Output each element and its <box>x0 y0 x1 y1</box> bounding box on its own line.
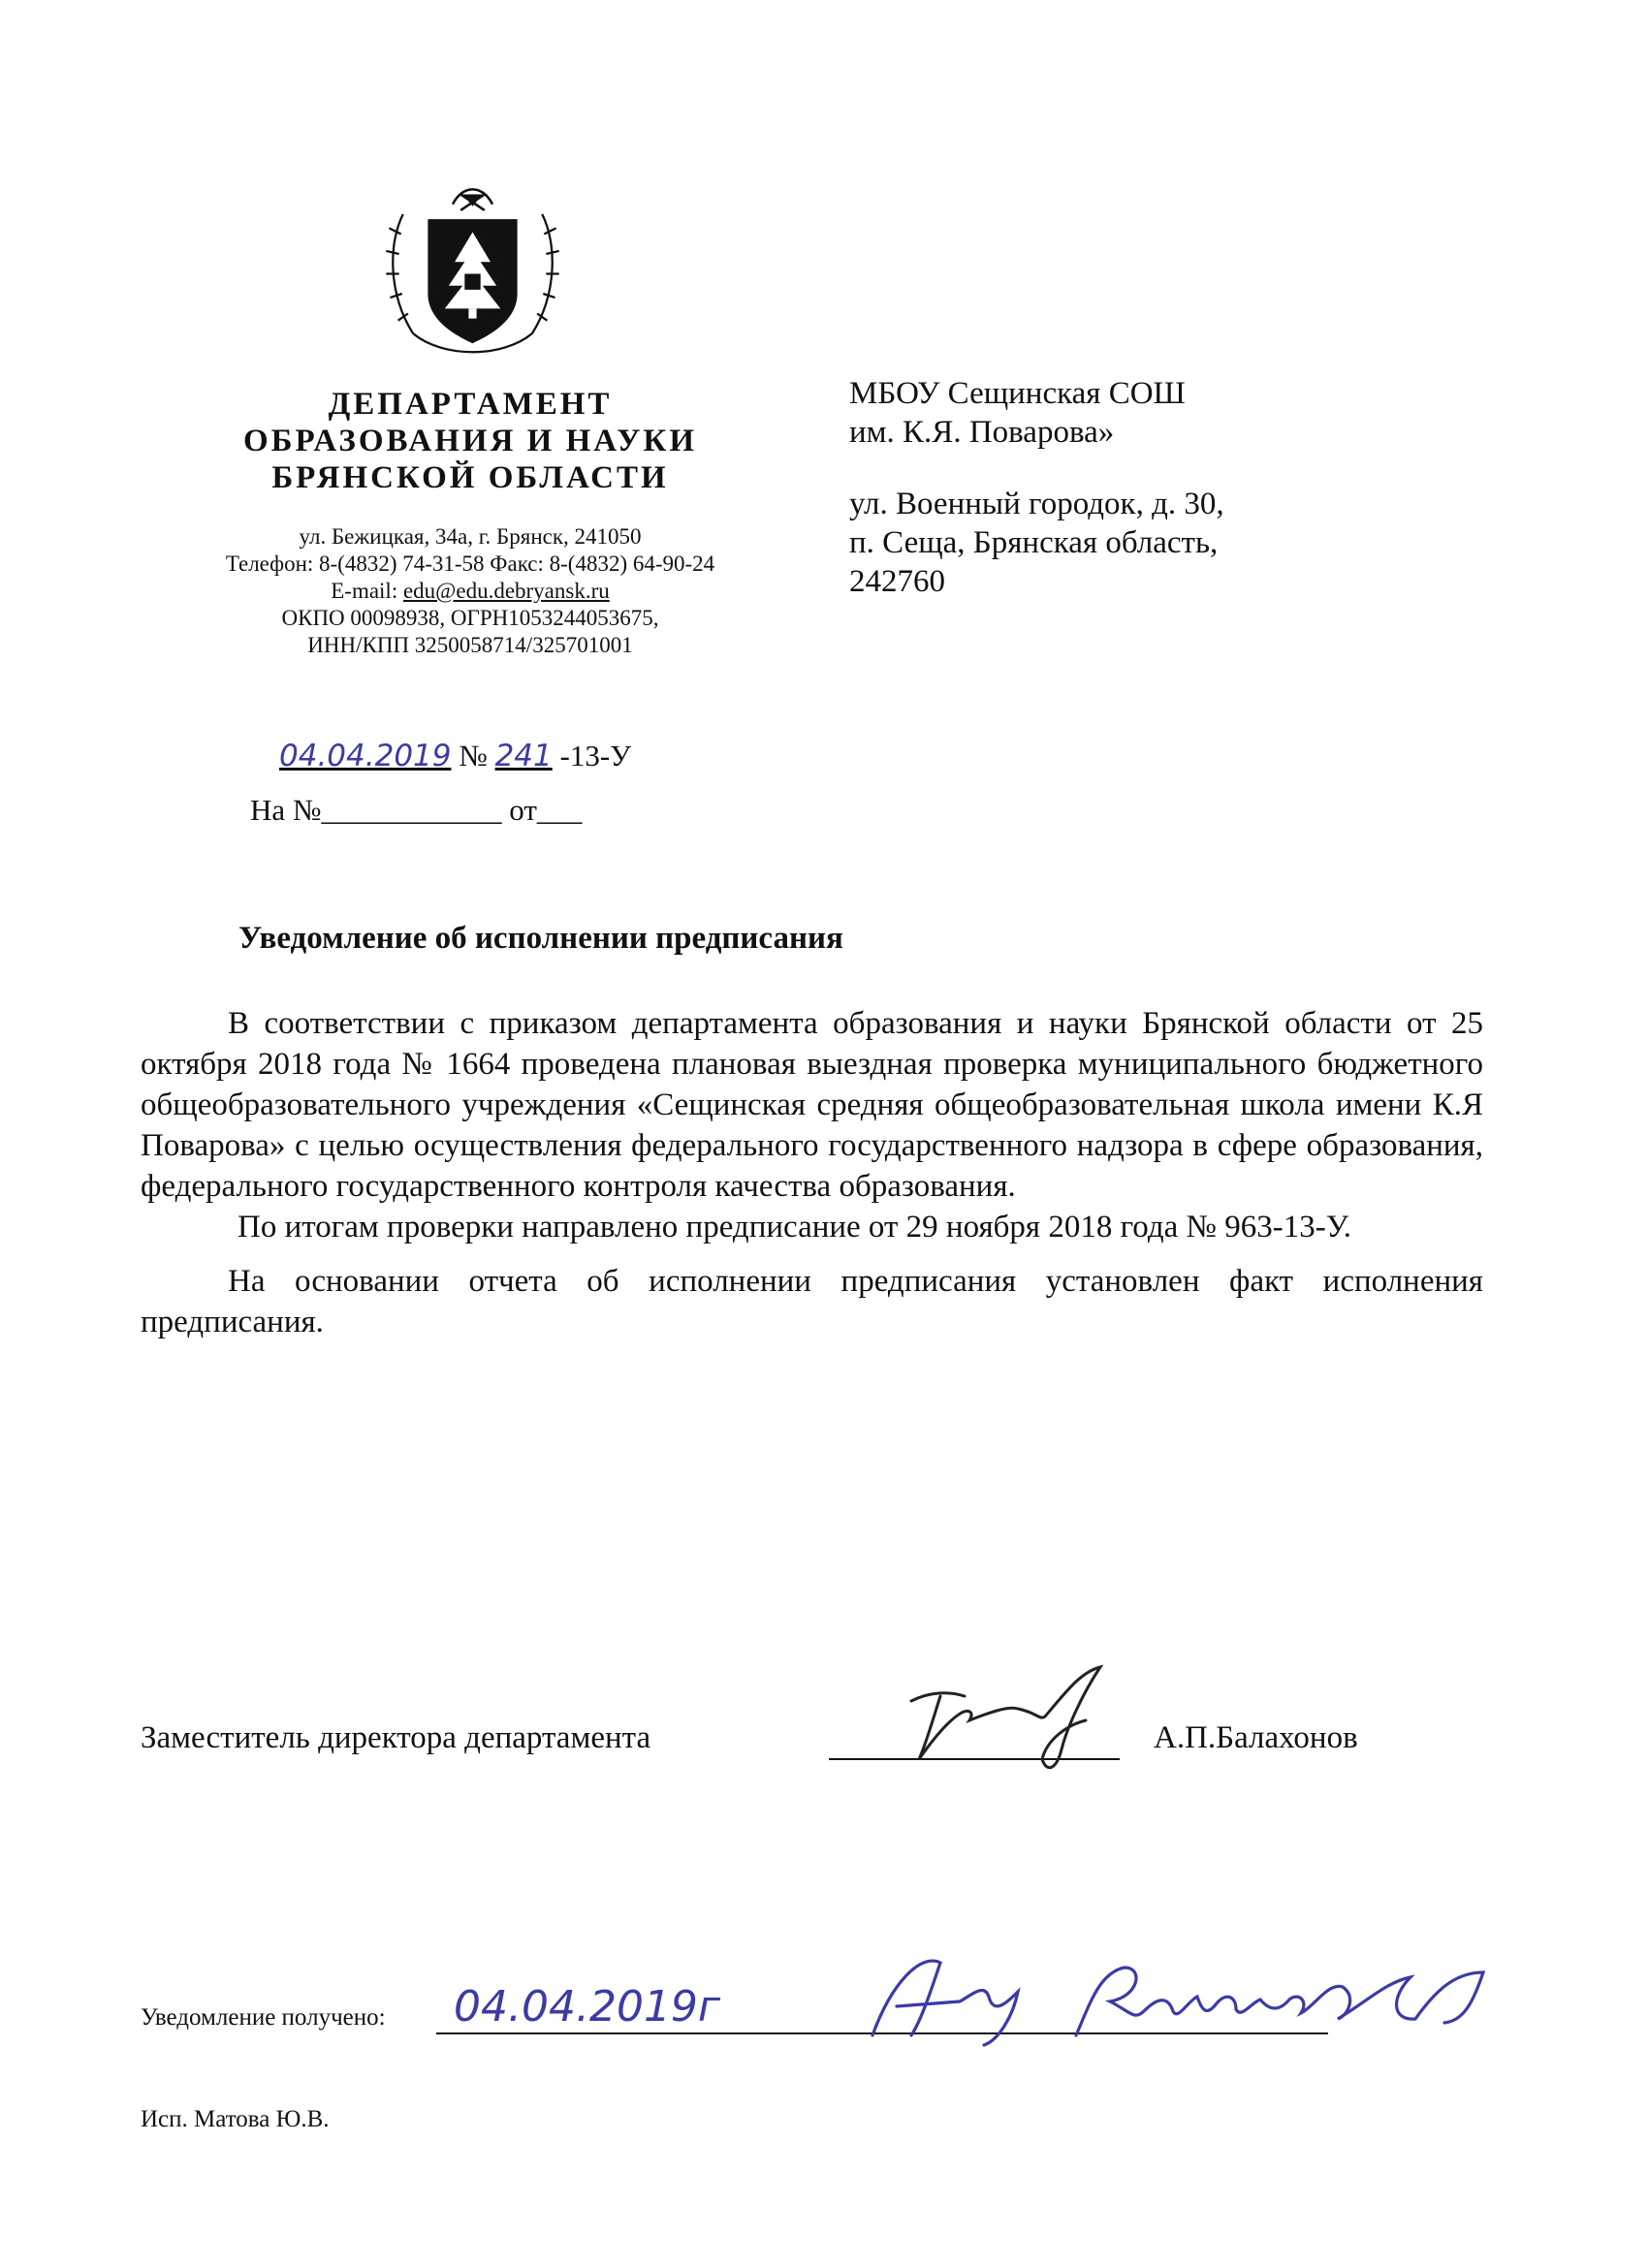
sender-department-title <box>165 386 776 496</box>
reference-number-suffix: -13-У <box>559 739 632 772</box>
sender-email-link[interactable]: edu@edu.debryansk.ru <box>402 579 610 603</box>
receipt-date: 04.04.2019г <box>454 1982 721 2032</box>
recipient-block <box>849 374 1353 601</box>
sender-address: ул. Бежицкая, 34а, г. Брянск, 241050 <box>299 524 642 549</box>
incoming-reference: На №____________ от___ <box>250 793 583 827</box>
receipt-signature <box>853 1943 1522 2050</box>
reference-number: 241 <box>494 739 553 773</box>
body-paragraph: На основании отчета об исполнении предписания установлен факт исполнения предписания. <box>141 1264 1483 1339</box>
receipt-label: Уведомление получено: <box>141 2004 386 2031</box>
document-heading: Уведомление об исполнении предписания <box>238 921 843 956</box>
recipient-name-line: МБОУ Сещинская СОШ <box>849 376 1186 411</box>
sender-email-row <box>145 578 795 605</box>
body-paragraph: В соответствии с приказом департамента образования и науки Брянской области от 25 октября 2018 года № 1664 проведена плановая выездная проверка муниципального бюджетного общеобразовательного учреждения «Сещинская средняя общеобразовательная школа имени К.Я Поварова» с целью осуществления федерального государственного надзора в сфере образования, федерального государственного контроля качества образования. <box>141 1006 1483 1204</box>
signatory-name: А.П.Балахонов <box>1154 1720 1358 1755</box>
sender-title-line: БРЯНСКОЙ ОБЛАСТИ <box>271 460 669 495</box>
sender-contacts <box>145 523 795 659</box>
sender-inn-kpp: ИНН/КПП 3250058714/325701001 <box>307 633 633 657</box>
recipient-address-line: 242760 <box>849 564 945 599</box>
sender-okpo-ogrn: ОКПО 00098938, ОГРН1053244053675, <box>281 606 659 630</box>
sender-title-line: ДЕПАРТАМЕНТ <box>328 387 613 422</box>
sender-email-label: E-mail: <box>331 579 398 603</box>
recipient-address-line: п. Сеща, Брянская область, <box>849 525 1219 560</box>
sender-title-line: ОБРАЗОВАНИЯ И НАУКИ <box>242 424 698 458</box>
signatory-role: Заместитель директора департамента <box>141 1720 651 1755</box>
body-paragraph: По итогам проверки направлено предписание от 29 ноября 2018 года № 963-13-У. <box>238 1210 1351 1244</box>
document-body <box>141 1003 1483 1342</box>
reference-number-label: № <box>459 739 488 772</box>
reference-date: 04.04.2019 <box>279 739 452 773</box>
handwritten-signature <box>872 1653 1134 1779</box>
executor-note: Исп. Матова Ю.В. <box>141 2106 330 2132</box>
recipient-address-line: ул. Военный городок, д. 30, <box>849 487 1224 521</box>
outgoing-reference <box>279 739 631 773</box>
sender-phone-fax: Телефон: 8-(4832) 74-31-58 Факс: 8-(4832) 64-90-24 <box>225 551 715 576</box>
coat-of-arms-emblem <box>373 174 572 373</box>
recipient-name-line: им. К.Я. Поварова» <box>849 415 1115 450</box>
